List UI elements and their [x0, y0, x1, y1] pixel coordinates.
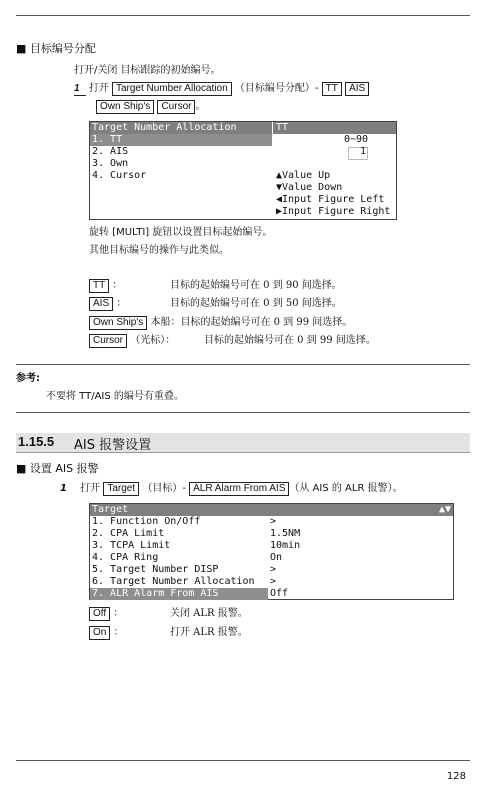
note-text: 不要将 TT/AIS 的编号有重叠。	[46, 391, 184, 402]
section-title: AIS 报警设置	[74, 438, 152, 453]
step-open-text: 打开	[88, 83, 109, 94]
menu-item-cpa-limit[interactable]: 2. CPA Limit	[92, 528, 165, 539]
step-number: 1	[60, 483, 67, 494]
page-number: 128	[446, 771, 466, 782]
step-paren-text-2: （从 AIS 的 ALR 报警）。	[289, 483, 403, 494]
target-header: Target	[92, 504, 129, 515]
option-own	[89, 316, 352, 330]
sub-title: 设置 AIS 报警	[29, 462, 99, 475]
step-line	[74, 82, 369, 96]
step-line-2	[96, 100, 205, 114]
scroll-arrows-icon[interactable]: ▲▼	[438, 504, 451, 515]
target-header-bar	[90, 504, 453, 516]
hint-input-right: ▶Input Figure Right	[276, 206, 391, 217]
menu-value: >	[270, 576, 277, 587]
option-sep: （光标）：	[130, 335, 176, 346]
option-desc: 本船：目标的起始编号可在 0 到 99 间选择。	[150, 317, 353, 328]
step-line	[60, 482, 403, 496]
footer-rule	[16, 760, 470, 761]
option-key[interactable]: Off	[89, 607, 110, 621]
own-ship-key[interactable]: Own Ship's	[96, 100, 154, 114]
option-key[interactable]: AIS	[89, 297, 113, 311]
section-heading	[16, 42, 96, 56]
menu-item-cursor[interactable]: 4. Cursor	[92, 170, 147, 181]
menu-item-alr-alarm[interactable]: 7. ALR Alarm From AIS	[90, 588, 268, 600]
bullet-icon: ■	[16, 42, 27, 55]
option-desc: 关闭 ALR 报警。	[170, 608, 248, 619]
cursor-key[interactable]: Cursor	[157, 100, 195, 114]
option-sep: ：	[112, 280, 123, 291]
menu-item-own[interactable]: 3. Own	[92, 158, 129, 169]
menu-item-ais[interactable]: 2. AIS	[92, 146, 129, 157]
note-rule	[16, 364, 470, 365]
turn-text: 旋转 [MULTI] 旋钮以设置目标起始编号。	[89, 227, 273, 238]
section-number: 1.15.5	[18, 434, 55, 449]
menu-value: On	[270, 552, 283, 563]
option-desc: 目标的起始编号可在 0 到 99 间选择。	[204, 335, 376, 346]
allocation-header: Target Number Allocation	[92, 122, 237, 133]
option-sep: ：	[113, 627, 124, 638]
hint-input-left: ◀Input Figure Left	[276, 194, 385, 205]
menu-item-target-number-disp[interactable]: 5. Target Number DISP	[92, 564, 219, 575]
ais-key[interactable]: AIS	[345, 82, 369, 96]
option-desc: 打开 ALR 报警。	[170, 627, 248, 638]
option-key[interactable]: Cursor	[89, 334, 127, 348]
period: 。	[195, 101, 206, 112]
step-number: 1	[74, 83, 86, 96]
option-key[interactable]: Own Ship's	[89, 316, 147, 330]
menu-value: >	[270, 516, 277, 527]
option-key[interactable]: On	[89, 626, 110, 640]
option-tt	[89, 279, 122, 293]
option-desc: 目标的起始编号可在 0 到 90 间选择。	[170, 280, 342, 291]
option-ais	[89, 297, 126, 311]
hint-value-up: ▲Value Up	[276, 170, 331, 181]
other-text: 其他目标编号的操作与此类似。	[89, 245, 229, 256]
menu-item-tt[interactable]: 1. TT	[90, 134, 272, 146]
menu-value: >	[270, 564, 277, 575]
top-rule	[16, 15, 470, 16]
menu-item-tcpa-limit[interactable]: 3. TCPA Limit	[92, 540, 171, 551]
step-open-text: 打开	[80, 483, 101, 494]
option-on	[89, 626, 124, 640]
option-desc: 目标的起始编号可在 0 到 50 间选择。	[170, 298, 342, 309]
hint-value-down: ▼Value Down	[276, 182, 343, 193]
menu-value: Off	[270, 588, 289, 599]
sub-heading	[16, 462, 99, 476]
menu-item-function[interactable]: 1. Function On/Off	[92, 516, 201, 527]
option-off	[89, 607, 123, 621]
option-cursor	[89, 334, 175, 348]
step-paren-text: （目标编号分配）-	[234, 83, 319, 94]
target-number-allocation-key[interactable]: Target Number Allocation	[112, 82, 232, 96]
menu-item-target-number-allocation[interactable]: 6. Target Number Allocation	[92, 576, 255, 587]
allocation-screen	[89, 121, 397, 220]
intro-text: 打开/关闭 目标跟踪的初始编号。	[74, 65, 221, 76]
value-number: 1	[360, 146, 367, 157]
note-rule-bottom	[16, 412, 470, 413]
menu-item-cpa-ring[interactable]: 4. CPA Ring	[92, 552, 159, 563]
alr-alarm-key[interactable]: ALR Alarm From AIS	[189, 482, 289, 496]
tt-header: TT	[276, 122, 289, 133]
bullet-icon: ■	[16, 462, 27, 475]
section-title: 目标编号分配	[29, 42, 96, 55]
menu-value: 1.5NM	[270, 528, 301, 539]
right-header-bar	[273, 122, 396, 134]
target-screen	[89, 503, 454, 600]
target-key[interactable]: Target	[103, 482, 139, 496]
step-paren-text: （目标）-	[142, 483, 186, 494]
menu-value: 10min	[270, 540, 301, 551]
tt-key[interactable]: TT	[322, 82, 342, 96]
option-sep: ：	[113, 608, 124, 619]
section-title-bar	[16, 433, 470, 453]
note-label: 参考:	[16, 373, 40, 384]
range-text: 0~90	[344, 134, 369, 145]
option-key[interactable]: TT	[89, 279, 109, 293]
option-sep: ：	[116, 298, 127, 309]
